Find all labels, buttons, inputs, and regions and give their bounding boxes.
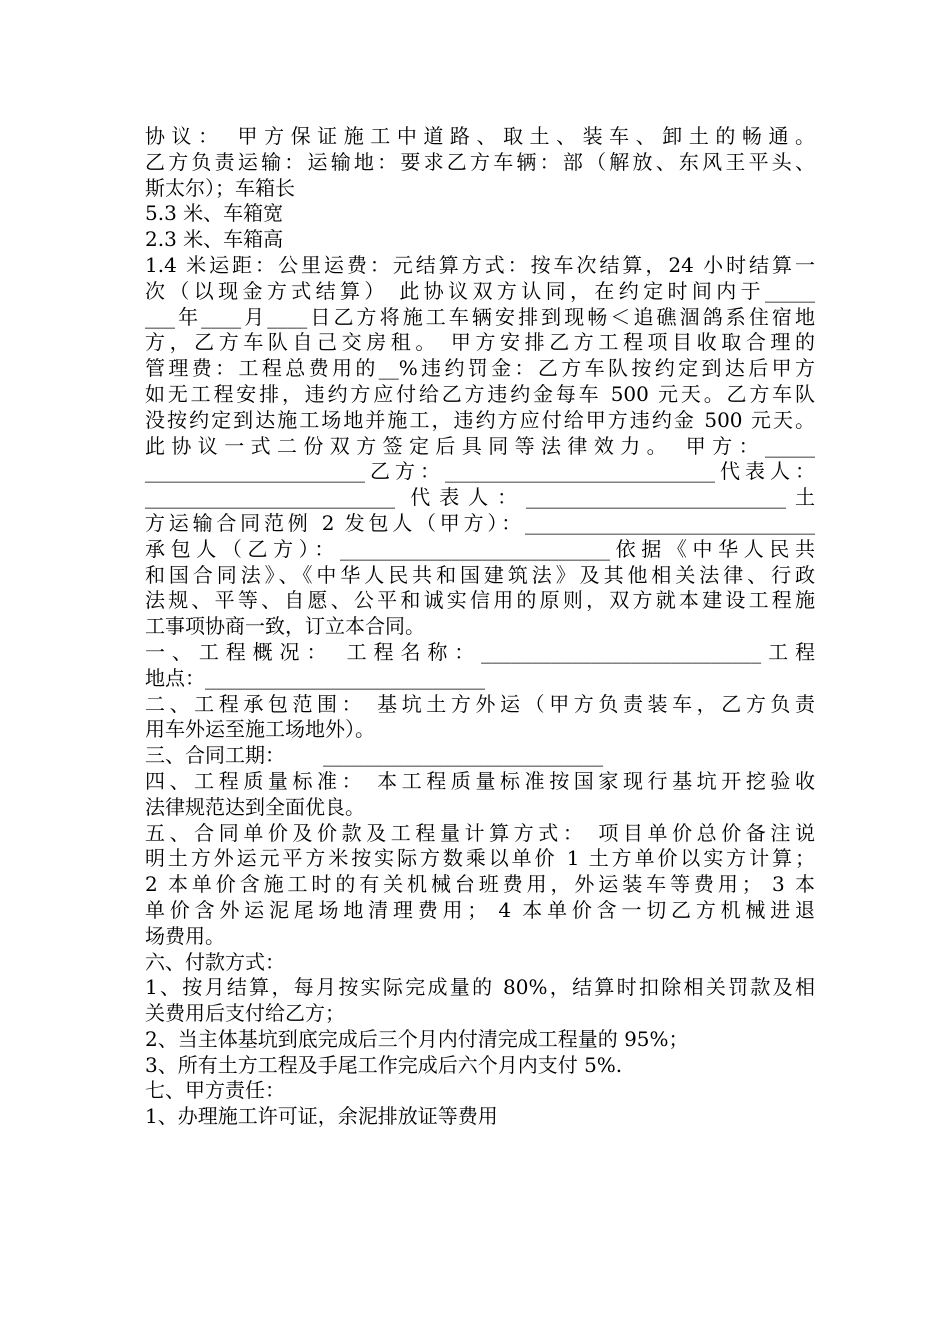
- document-body: [145, 124, 815, 1130]
- text-line: 明土方外运元平方米按实际方数乘以单价 1 土方单价以实方计算；: [145, 846, 815, 871]
- text-line: 乙方负责运输：运输地：要求乙方车辆：部（解放、东风王平头、: [145, 149, 815, 174]
- text-line: 场费用。: [145, 923, 225, 948]
- text-line: 法律规范达到全面优良。: [145, 794, 365, 819]
- text-line: 1、按月结算，每月按实际完成量的 80%，结算时扣除相关罚款及相: [145, 975, 815, 1000]
- text-line: 1.4 米运距：公里运费：元结算方式：按车次结算，24 小时结算一: [145, 252, 815, 277]
- text-line: 四、工程质量标准： 本工程质量标准按国家现行基坑开挖验收: [145, 768, 815, 793]
- text-line: 方，乙方车队自己交房租。 甲方安排乙方工程项目收取合理的: [145, 330, 815, 355]
- text-line: _________________________ 代表人：__________________________土: [145, 485, 815, 510]
- text-line: 五、合同单价及价款及工程量计算方式： 项目单价总价备注说: [145, 820, 815, 845]
- text-line: 法规、平等、自愿、公平和诚实信用的原则，双方就本建设工程施: [145, 588, 815, 613]
- text-line: 六、付款方式：: [145, 949, 285, 974]
- text-line: 3、所有土方工程及手尾工作完成后六个月内支付 5%.: [145, 1052, 623, 1077]
- text-line: 没按约定到达施工场地并施工，违约方应付给甲方违约金 500 元天。: [145, 407, 815, 432]
- text-line: 三、合同工期： ____________________________: [145, 743, 604, 768]
- text-line: 工事项协商一致，订立本合同。: [145, 614, 425, 639]
- text-line: 1、办理施工许可证，余泥排放证等费用: [145, 1104, 498, 1129]
- text-line: 2 本单价含施工时的有关机械台班费用，外运装车等费用； 3 本: [145, 872, 815, 897]
- text-line: 5.3 米、车箱宽: [145, 201, 284, 226]
- text-line: 地点：____________________________: [145, 665, 485, 690]
- text-line: 管理费：工程总费用的__%违约罚金：乙方车队按约定到达后甲方: [145, 356, 815, 381]
- text-line: 七、甲方责任：: [145, 1078, 285, 1103]
- text-line: 协议： 甲方保证施工中道路、取土、装车、卸土的畅通。: [145, 124, 815, 148]
- text-line: 此协议一式二份双方签定后具同等法律效力。 甲方：_____: [145, 433, 815, 458]
- text-line: 斯太尔）；车箱长: [145, 175, 295, 200]
- text-line: 关费用后支付给乙方；: [145, 1001, 345, 1026]
- text-line: 2、当主体基坑到底完成后三个月内付清完成工程量的 95%；: [145, 1026, 689, 1051]
- text-line: 一、工程概况： 工程名称：____________________________工程: [145, 639, 815, 664]
- text-line: ______________________乙方：___________________________代表人：: [145, 459, 815, 484]
- text-line: 方运输合同范例 2 发包人（甲方）：_____________________________: [145, 510, 815, 535]
- text-line: 和国合同法》、《中华人民共和国建筑法》及其他相关法律、行政: [145, 562, 815, 587]
- text-line: 次（以现金方式结算） 此协议双方认同，在约定时间内于_____: [145, 278, 815, 303]
- text-line: 单价含外运泥尾场地清理费用； 4 本单价含一切乙方机械进退: [145, 897, 815, 922]
- text-line: 如无工程安排，违约方应付给乙方违约金每车 500 元天。乙方车队: [145, 381, 815, 406]
- text-line: 二、工程承包范围： 基坑土方外运（甲方负责装车，乙方负责: [145, 691, 815, 716]
- text-line: ___年____月____日乙方将施工车辆安排到现畅＜追礁涸鸽系住宿地: [145, 304, 815, 329]
- text-line: 用车外运至施工场地外）。: [145, 717, 375, 742]
- text-line: 承包人（乙方）：___________________________依据《中华人民共: [145, 536, 815, 561]
- text-line: 2.3 米、车箱高: [145, 227, 284, 252]
